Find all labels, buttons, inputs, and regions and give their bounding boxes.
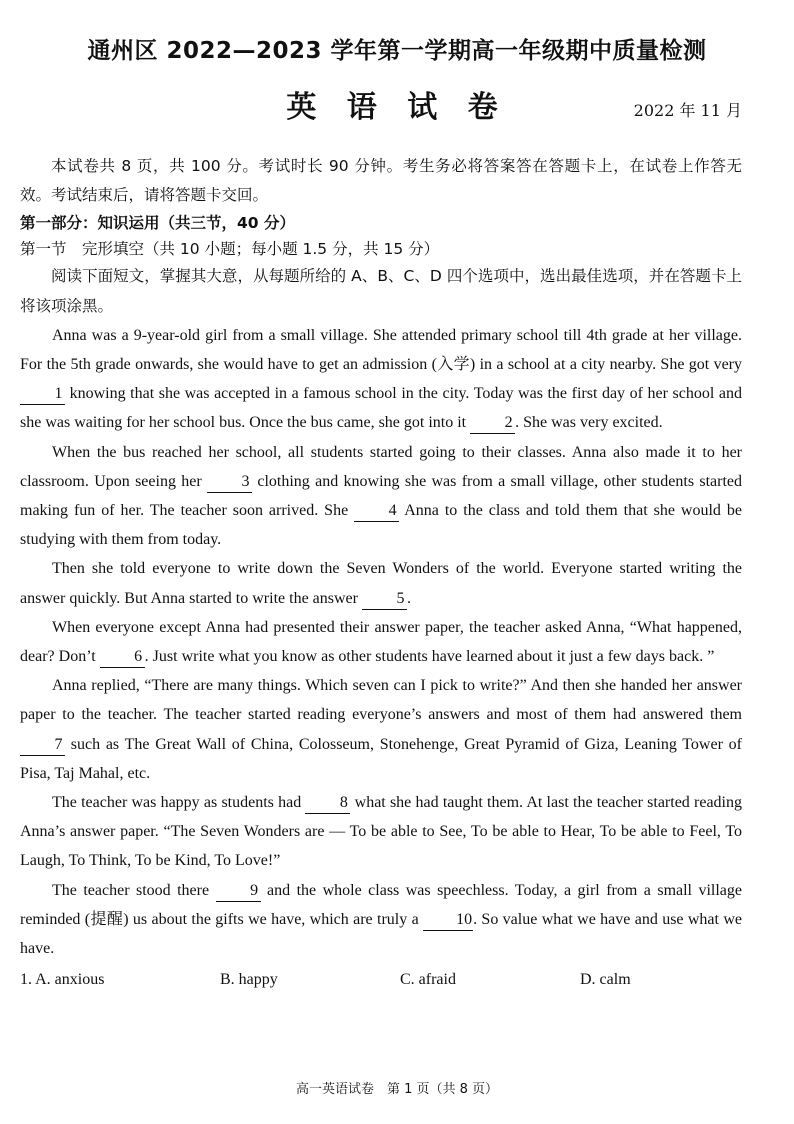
passage-text: When the bus reached her school, all students started going to their classes. Anna also made it to her classroom. Upon seeing her bbox=[20, 443, 742, 490]
passage-paragraph-2 bbox=[20, 438, 742, 555]
exam-title: 通州区 2022—2023 学年第一学期高一年级期中质量检测 bbox=[87, 38, 707, 64]
passage-text: what she had taught them. At last the teacher started reading Anna’s answer paper. “The Seven Wonders are — To be able to See, To be able to Hear, To be able to Feel, To Laugh, To Think, To be Kind, To Love!” bbox=[20, 794, 742, 870]
subject-title: 英 语 试 卷 bbox=[286, 90, 508, 125]
blank-9: 9 bbox=[216, 881, 261, 902]
passage-paragraph-3 bbox=[20, 554, 742, 612]
option-text: A. anxious bbox=[35, 971, 105, 989]
question-1-option-c[interactable]: C. afraid bbox=[400, 971, 456, 989]
passage-text: Anna was a 9-year-old girl from a small village. She attended primary school till 4th grade at her village. For the 5th grade onwards, she would have to get an admission (入学) in a school at a city nearby. She got very bbox=[20, 326, 742, 374]
passage-paragraph-7 bbox=[20, 876, 742, 964]
passage-text: The teacher stood there bbox=[52, 881, 216, 899]
passage-text: . She was very excited. bbox=[515, 414, 663, 432]
question-1-option-d[interactable]: D. calm bbox=[580, 971, 631, 989]
passage-text: . Just write what you know as other students have learned about it just a few days back. ” bbox=[144, 648, 715, 666]
page-footer: 高一英语试卷 第 1 页（共 8 页） bbox=[295, 1082, 499, 1097]
passage-text: knowing that she was accepted in a famous school in the city. Today was the first day of her school and she was waiting for her school bus. Once the bus came, she got into it bbox=[20, 385, 742, 432]
passage-paragraph-1 bbox=[20, 321, 742, 438]
section-directions: 阅读下面短文，掌握其大意，从每题所给的 A、B、C、D 四个选项中，选出最佳选项，并在答题卡上将该项涂黑。 bbox=[20, 267, 742, 315]
blank-7: 7 bbox=[20, 735, 65, 756]
question-1-options bbox=[20, 965, 742, 994]
question-number: 1. bbox=[20, 971, 32, 989]
passage-text: When everyone except Anna had presented their answer paper, the teacher asked Anna, “What happened, dear? Don’t bbox=[20, 618, 742, 666]
blank-1: 1 bbox=[20, 384, 65, 405]
exam-body bbox=[20, 152, 742, 994]
passage-paragraph-6 bbox=[20, 788, 742, 876]
passage-paragraph-5 bbox=[20, 671, 742, 788]
blank-5: 5 bbox=[362, 589, 407, 610]
question-1-option-b[interactable]: B. happy bbox=[220, 971, 278, 989]
passage-text: Then she told everyone to write down the Seven Wonders of the world. Everyone started writing the answer quickly. But Anna started to write the answer bbox=[20, 560, 742, 607]
blank-8: 8 bbox=[305, 793, 350, 814]
blank-4: 4 bbox=[354, 501, 399, 522]
part-title: 第一部分：知识运用（共三节，40 分） bbox=[20, 214, 295, 233]
passage-paragraph-4 bbox=[20, 613, 742, 671]
passage-text: such as The Great Wall of China, Colosseum, Stonehenge, Great Pyramid of Giza, Leaning Tower of Pisa, Taj Mahal, etc. bbox=[20, 735, 742, 782]
blank-10: 10 bbox=[423, 910, 473, 931]
blank-6: 6 bbox=[100, 647, 145, 668]
passage-text: . So value what we have and use what we have. bbox=[20, 910, 742, 958]
passage-text: Anna to the class and told them that she would be studying with them from today. bbox=[20, 502, 742, 549]
passage-text: Anna replied, “There are many things. Which seven can I pick to write?” And then she handed her answer paper to the teacher. The teacher started reading everyone’s answers and most of them had answered them bbox=[20, 677, 742, 724]
exam-date: 2022 年 11 月 bbox=[633, 101, 742, 120]
section-title: 第一节 完形填空（共 10 小题；每小题 1.5 分，共 15 分） bbox=[20, 240, 440, 259]
instructions: 本试卷共 8 页，共 100 分。考试时长 90 分钟。考生务必将答案答在答题卡上，在试卷上作答无效。考试结束后，请将答题卡交回。 bbox=[20, 157, 742, 205]
question-1-option-a[interactable] bbox=[20, 965, 220, 994]
blank-3: 3 bbox=[207, 472, 252, 493]
passage-text: and the whole class was speechless. Today, a girl from a small village reminded (提醒) us about the gifts we have, which are truly a bbox=[20, 881, 743, 928]
passage-text: The teacher was happy as students had bbox=[52, 794, 306, 812]
blank-2: 2 bbox=[470, 413, 515, 434]
passage-text: clothing and knowing she was from a small village, other students started making fun of her. The teacher soon arrived. She bbox=[20, 472, 743, 520]
passage-text: . bbox=[406, 589, 411, 607]
